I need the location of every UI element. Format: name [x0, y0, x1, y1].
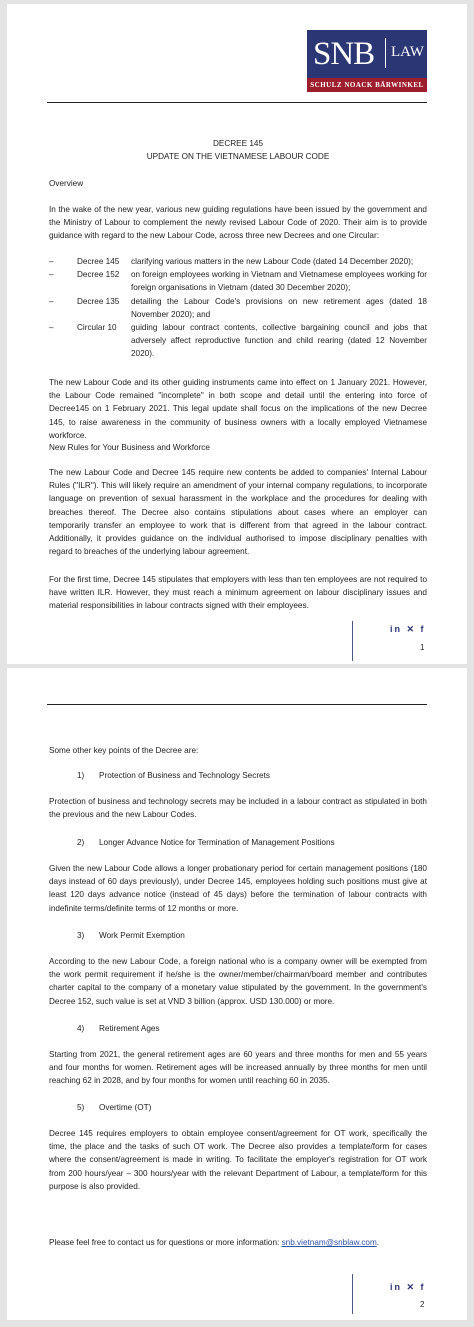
point-number: 2) [77, 838, 85, 847]
key-points-intro: Some other key points of the Decree are: [49, 746, 199, 755]
bullet-label: Circular 10 [77, 323, 117, 332]
logo-top [307, 30, 427, 78]
footer-vertical-line [352, 621, 353, 661]
bullet-desc: detailing the Labour Code's provisions on new retirement ages (dated 18 November 2020); and [131, 297, 427, 320]
bullet-desc: on foreign employees working in Vietnam and Vietnamese employees working for foreign organisations in Vietnam (dated 30 December 2020); [131, 270, 427, 293]
point-title: Retirement Ages [99, 1024, 160, 1033]
page-number: 2 [420, 1300, 425, 1309]
contact-line [49, 1236, 427, 1249]
new-rules-paragraph-1: The new Labour Code and Decree 145 require new contents be added to companies' Internal Labour Rules ("ILR"). This will likely require an amendment of your internal company regulations, to incorporate language on prevention of sexual harassment in the workplace and the procedures for dealing with breaches thereof. The Decree also contains stipulations about cases where an employer can temporarily transfer an employee to work that is different from that agreed in the labour contract. Additionally, it provides guidance on the individual authorised to impose disciplinary penalties with regard to breaches of the underlying labour agreement. [49, 468, 427, 557]
contact-email-link[interactable]: snb.vietnam@snblaw.com [281, 1238, 377, 1247]
bullet-label: Decree 152 [77, 270, 120, 279]
overview-heading: Overview [49, 179, 84, 188]
point-body: Protection of business and technology secrets may be included in a labour contract as stipulated in both the previous and the new Labour Codes. [49, 797, 427, 820]
footer-vertical-line [352, 1274, 353, 1314]
bullet-desc: guiding labour contract contents, collective bargaining council and jobs that adversely affect reproductive function and child rearing (dated 12 November 2020). [131, 323, 427, 359]
bullet-label: Decree 135 [77, 297, 120, 306]
logo-snb-text: SNB [313, 36, 375, 72]
point-number: 4) [77, 1024, 85, 1033]
bullet-dash: – [49, 323, 54, 332]
overview-intro: In the wake of the new year, various new guiding regulations have been issued by the government and the Ministry of Labour to complement the newly revised Labour Code of 2020. Their aim is to provide guidance with regard to the new Labour Code, across three new Decrees and one Circular: [49, 205, 427, 241]
contact-text: Please feel free to contact us for questions or more information: [49, 1238, 282, 1247]
snb-law-logo [307, 30, 427, 92]
point-title: Overtime (OT) [99, 1103, 152, 1112]
point-body: Given the new Labour Code allows a longer probationary period for certain management positions (180 days instead of 60 days previously), under Decree 145, employees holding such positions must give at least 120 days advance notice (instead of 45 days) before the termination of labour contracts with indefinite terms/definite terms of 12 months or more. [49, 864, 427, 913]
point-title: Work Permit Exemption [99, 931, 185, 940]
logo-separator [385, 38, 386, 68]
logo-law-text: LAW [391, 44, 424, 60]
bullet-dash: – [49, 257, 54, 266]
contact-end: . [376, 1238, 380, 1247]
point-body: According to the new Labour Code, a foreign national who is a company owner will be exempted from the work permit requirement if he/she is the owner/member/chairman/board member and contributes charter capital to the company of a monetary value stipulated by the government. In the government's Decree 152, such value is set at VND 3 billion (approx. USD 130.000) or more. [49, 957, 427, 1006]
point-number: 5) [77, 1103, 85, 1112]
point-title: Longer Advance Notice for Termination of Management Positions [99, 838, 335, 847]
logo-subtitle: SCHULZ NOACK BÄRWINKEL [307, 78, 427, 92]
header-rule [47, 102, 427, 103]
point-number: 3) [77, 931, 85, 940]
point-body: Decree 145 requires employers to obtain employee consent/agreement for OT work, specifically the time, the place and the tasks of such OT work. The Decree also provides a template/form for cases where the consent/agreement is made in writing. To facilitate the employer's registration for OT work from 200 hours/year – 300 hours/year with the relevant Department of Labour, a template/form for this purpose is also provided. [49, 1129, 427, 1191]
social-icons[interactable]: in ✕ f [390, 1282, 426, 1292]
new-rules-paragraph-2: For the first time, Decree 145 stipulates that employers with less than ten employees are not required to have written ILR. However, they must reach a minimum agreement on labour disciplinary issues and material responsibilities in labour contracts signed with their employees. [49, 575, 427, 611]
bullet-dash: – [49, 270, 54, 279]
overview-effect: The new Labour Code and its other guiding instruments came into effect on 1 January 2021. However, the Labour Code remained "incomplete" in both scope and detail until the entering into force of Decree145 on 1 February 2021. This legal update shall focus on the implications of the new Decree 145, to raise awareness in the community of business owners with a locally employed Vietnamese workforce. [49, 378, 427, 440]
bullet-label: Decree 145 [77, 257, 120, 266]
point-title: Protection of Business and Technology Secrets [99, 771, 270, 780]
page-2 [7, 668, 467, 1320]
bullet-desc: clarifying various matters in the new Labour Code (dated 14 December 2020); [131, 257, 414, 266]
page-number: 1 [420, 643, 425, 652]
social-icons[interactable]: in ✕ f [390, 624, 426, 634]
document-title: DECREE 145 [212, 139, 264, 148]
point-number: 1) [77, 771, 85, 780]
page-1 [7, 4, 467, 664]
header-rule [47, 704, 427, 705]
new-rules-heading: New Rules for Your Business and Workforce [49, 443, 210, 452]
document-subtitle: UPDATE ON THE VIETNAMESE LABOUR CODE [146, 152, 330, 161]
bullet-dash: – [49, 297, 54, 306]
point-body: Starting from 2021, the general retirement ages are 60 years and three months for men and 55 years and four months for women. Retirement ages will be increased annually by three months for men until reaching 62 in 2028, and by four months for women until reaching 60 in 2035. [49, 1050, 427, 1086]
